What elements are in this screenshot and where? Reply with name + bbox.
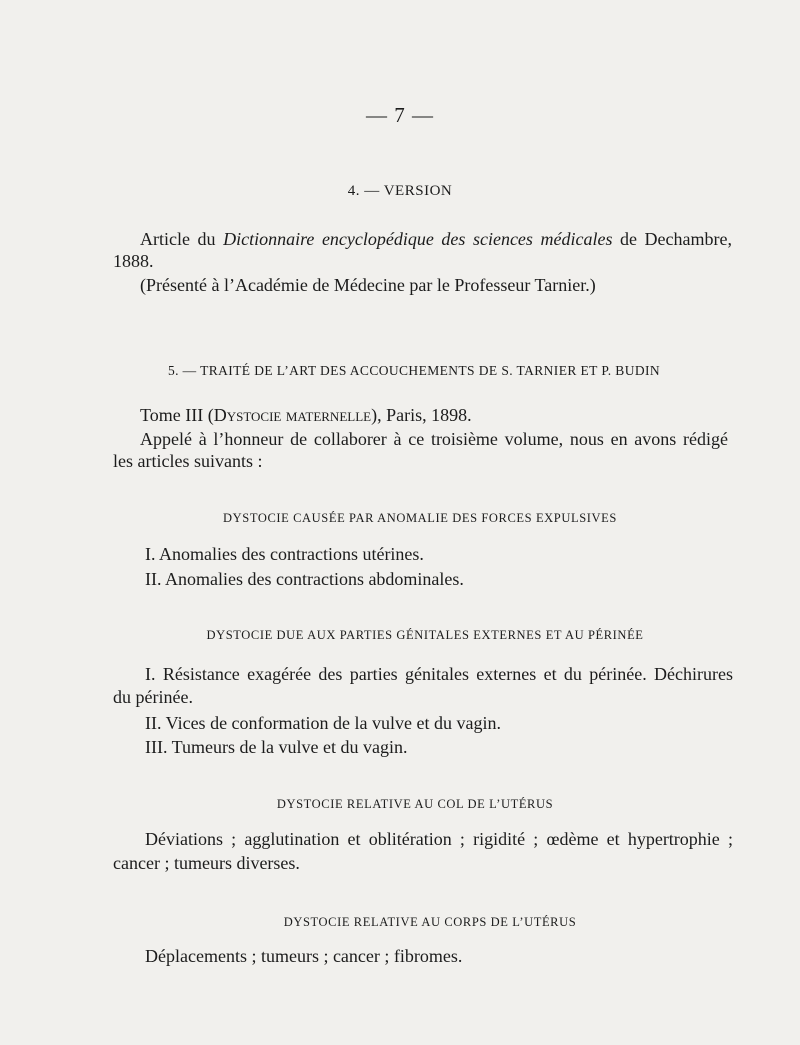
- citation-suffix: de Dechambre,: [612, 229, 732, 249]
- tome-prefix: Tome III (: [140, 405, 214, 425]
- list-item: II. Vices de conformation de la vulve et du vagin.: [145, 713, 501, 733]
- tome-suffix: ), Paris, 1898.: [371, 405, 472, 425]
- list-item: du périnée.: [113, 687, 193, 707]
- list-item: Déviations ; agglutination et oblitération ; rigidité ; œdème et hypertrophie ;: [145, 829, 733, 849]
- dictionary-title: Dictionnaire encyclopédique des sciences médicales: [223, 229, 613, 249]
- subsection-heading: DYSTOCIE RELATIVE AU COL DE L’UTÉRUS: [276, 797, 554, 811]
- section-4-year: 1888.: [113, 251, 154, 271]
- list-item: cancer ; tumeurs diverses.: [113, 853, 300, 873]
- section-5-intro-line-2: les articles suivants :: [113, 451, 263, 471]
- section-4-citation-line: [140, 229, 732, 250]
- citation-prefix: Article du: [140, 229, 224, 249]
- list-item: III. Tumeurs de la vulve et du vagin.: [145, 737, 408, 757]
- subsection-heading: DYSTOCIE DUE AUX PARTIES GÉNITALES EXTERNES ET AU PÉRINÉE: [206, 628, 644, 642]
- tome-subtitle: Dystocie maternelle: [213, 405, 372, 425]
- list-item: Déplacements ; tumeurs ; cancer ; fibromes.: [145, 946, 463, 966]
- subsection-heading: DYSTOCIE RELATIVE AU CORPS DE L’UTÉRUS: [283, 915, 577, 929]
- list-item: I. Résistance exagérée des parties génitales externes et du périnée. Déchirures: [145, 664, 733, 684]
- page-number: — 7 —: [366, 103, 434, 127]
- list-item: II. Anomalies des contractions abdominales.: [145, 569, 464, 589]
- section-4-presentation-note: (Présenté à l’Académie de Médecine par le Professeur Tarnier.): [140, 275, 596, 295]
- section-4-heading: 4. — VERSION: [347, 183, 453, 199]
- section-5-intro-line-1: Appelé à l’honneur de collaborer à ce troisième volume, nous en avons rédigé: [140, 429, 728, 449]
- section-5-heading: 5. — TRAITÉ DE L’ART DES ACCOUCHEMENTS DE S. TARNIER ET P. BUDIN: [167, 363, 661, 378]
- list-item: I. Anomalies des contractions utérines.: [145, 544, 424, 564]
- section-5-tome: [140, 405, 472, 426]
- subsection-heading: DYSTOCIE CAUSÉE PAR ANOMALIE DES FORCES EXPULSIVES: [223, 511, 617, 525]
